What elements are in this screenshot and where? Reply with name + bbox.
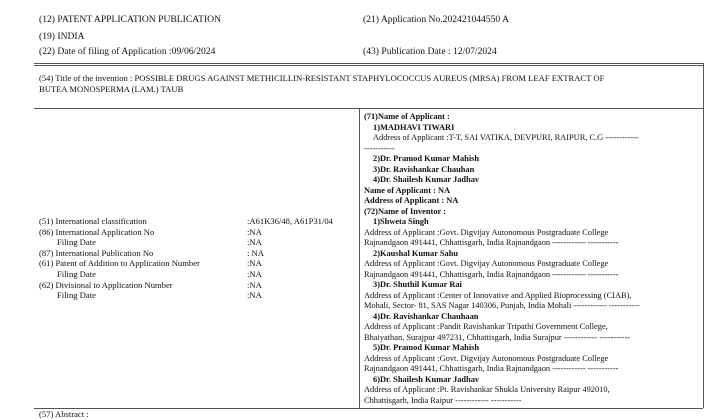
applicant-name: 4)Dr. Shailesh Kumar Jadhav bbox=[373, 175, 480, 184]
applicant-address-na: Address of Applicant : NA bbox=[364, 196, 459, 205]
inventor-address: Address of Applicant :Govt. Digvijay Autonomous Postgraduate College bbox=[364, 259, 609, 268]
field-row bbox=[39, 280, 359, 291]
inventor-address-cont: Chhattisgarh, India Raipur ------------ ----------- bbox=[364, 395, 522, 405]
inventor-address-cont: Bhaiyathan, Surajpur 497231, Chhattisgarh, India Surajpur ------------ ----------- bbox=[364, 332, 631, 342]
inventor-name: 2)Kaushal Kumar Sahu bbox=[373, 248, 459, 258]
field-row bbox=[39, 248, 359, 259]
field-label: (61) Patent of Addition to Application Number bbox=[39, 258, 200, 269]
applicant-name: 1)MADHAVI TIWARI bbox=[373, 122, 455, 132]
field-value: :NA bbox=[247, 237, 262, 248]
title-line-2: BUTEA MONOSPERMA (LAM.) TAUB bbox=[39, 84, 184, 94]
inventor-name: 1)Shweta Singh bbox=[373, 217, 429, 226]
right-border bbox=[703, 63, 704, 408]
field-label: (86) International Application No bbox=[39, 226, 155, 237]
inventor-address-cont: Rajnandgaon 491441, Chhattisgarh, India Rajnandgaon ------------ ----------- bbox=[364, 269, 619, 279]
field-value: :NA bbox=[247, 258, 262, 269]
field-row bbox=[39, 227, 359, 238]
field-row bbox=[39, 216, 359, 227]
inventor-address-cont: Rajnandgaon 491441, Chhattisgarh, India Rajnandgaon ------------ ----------- bbox=[364, 238, 619, 247]
field-value: :NA bbox=[247, 290, 262, 301]
inventor-address: Address of Applicant :Govt. Digvijay Autonomous Postgraduate College bbox=[364, 353, 609, 363]
title-divider bbox=[34, 108, 703, 109]
applicant-name: 2)Dr. Pramod Kumar Mahish bbox=[373, 154, 480, 163]
inventor-name: 3)Dr. Shuthil Kumar Rai bbox=[373, 280, 462, 289]
field-label: (62) Divisional to Application Number bbox=[39, 279, 173, 290]
applicant-address: Address of Applicant :T-T, SAI VATIKA, DEVPURI, RAIPUR, C.G ------------ bbox=[373, 133, 639, 142]
header-divider-2 bbox=[34, 65, 703, 66]
title-line-1: (54) Title of the invention : POSSIBLE DRUGS AGAINST METHICILLIN-RESISTANT STAPHYLOCOCCUS AUREUS (MRSA) FROM LEAF EXTRACT OF bbox=[39, 73, 605, 83]
field-label: (87) International Publication No bbox=[39, 247, 154, 258]
field-value: :NA bbox=[247, 279, 262, 290]
abstract-divider bbox=[34, 408, 703, 409]
applicant-heading: (71)Name of Applicant : bbox=[364, 112, 450, 121]
inventor-address: Address of Applicant :Govt. Digvijay Autonomous Postgraduate College bbox=[364, 227, 609, 237]
applicant-name: 3)Dr. Ravishankar Chauhan bbox=[373, 164, 475, 174]
inventor-name: 4)Dr. Ravishankar Chauhaan bbox=[373, 311, 479, 321]
field-value: :A61K36/48, A61P31/04 bbox=[247, 216, 333, 226]
inventor-address-cont: Mohali, Sector- 81, SAS Nagar 140306, Punjab, India Mohali ------------ ----------- bbox=[364, 301, 640, 310]
inventor-name: 5)Dr. Pramod Kumar Mahish bbox=[373, 343, 480, 352]
application-number: (21) Application No.202421044550 A bbox=[363, 14, 510, 25]
field-label: Filing Date bbox=[57, 237, 96, 248]
field-row bbox=[39, 290, 359, 301]
country: (19) INDIA bbox=[39, 31, 85, 42]
field-row bbox=[39, 258, 359, 269]
field-value: :NA bbox=[247, 226, 262, 237]
field-row bbox=[39, 269, 359, 280]
field-label: (51) International classification bbox=[39, 216, 147, 226]
filing-date: (22) Date of filing of Application :09/06/2024 bbox=[39, 46, 216, 57]
header-divider bbox=[34, 63, 703, 64]
inventor-heading: (72)Name of Inventor : bbox=[364, 206, 446, 216]
inventor-address: Address of Applicant :Pandit Ravishankar Tripathi Government College, bbox=[364, 322, 608, 331]
inventor-address: Address of Applicant :Pt. Ravishankar Shukla University Raipur 492010, bbox=[364, 385, 610, 394]
inventor-name: 6)Dr. Shailesh Kumar Jadhav bbox=[373, 374, 480, 384]
applicant-name-na: Name of Applicant : NA bbox=[364, 185, 451, 195]
inventor-address-cont: Rajnandgaon 491441, Chhattisgarh, India Rajnandgaon ------------ ----------- bbox=[364, 364, 619, 373]
field-label: Filing Date bbox=[57, 290, 96, 301]
applicant-address-cont: ----------- bbox=[364, 143, 395, 153]
field-label: Filing Date bbox=[57, 269, 96, 279]
publication-type: (12) PATENT APPLICATION PUBLICATION bbox=[39, 14, 222, 25]
abstract-label: (57) Abstract : bbox=[39, 409, 89, 419]
field-value: :NA bbox=[247, 269, 262, 279]
field-value: : NA bbox=[247, 247, 264, 258]
publication-date: (43) Publication Date : 12/07/2024 bbox=[363, 46, 497, 57]
field-row bbox=[39, 237, 359, 248]
column-divider bbox=[359, 108, 360, 408]
inventor-address: Address of Applicant :Center of Innovative and Applied Bioprocessing (CIAB), bbox=[364, 290, 632, 300]
